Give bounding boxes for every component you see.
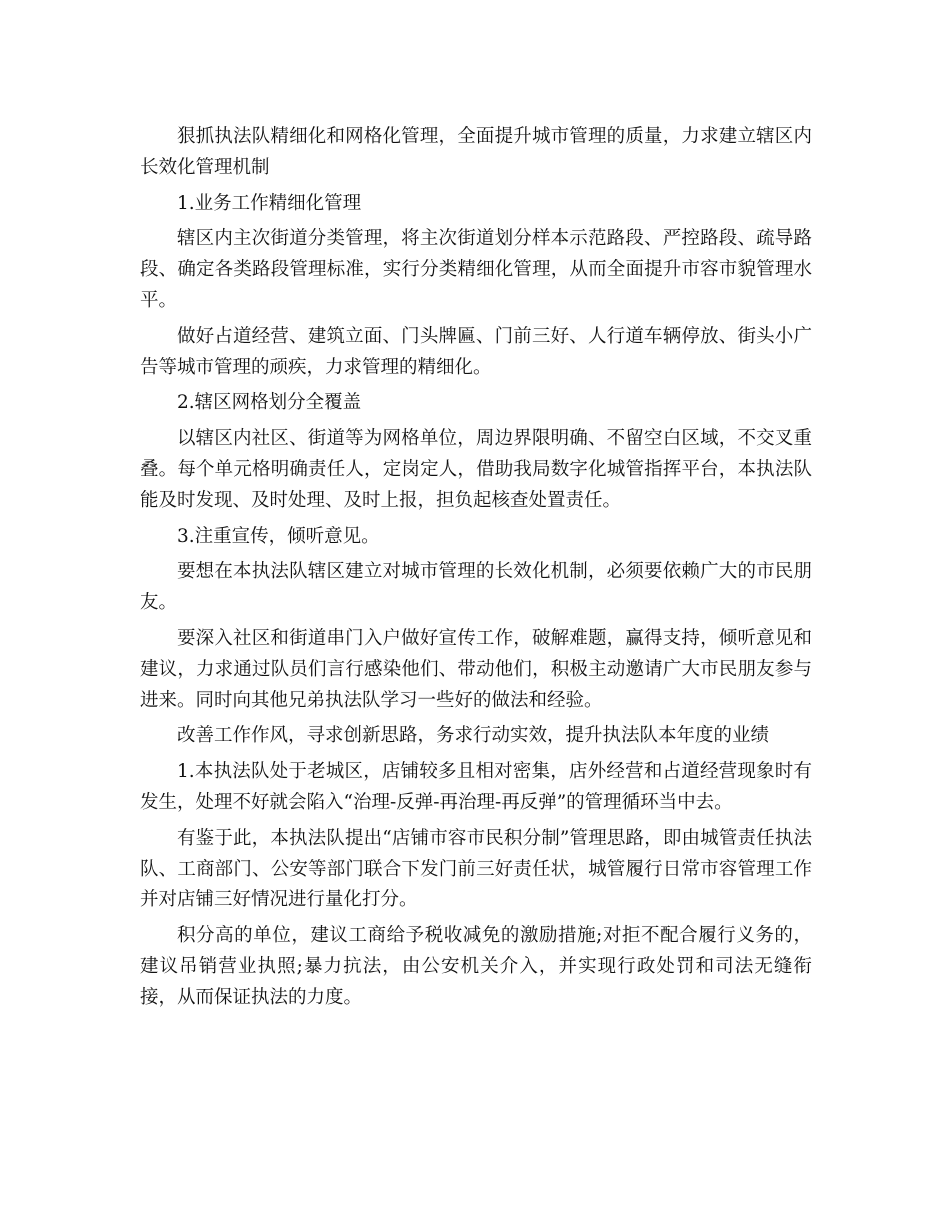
document-body xyxy=(140,122,812,1019)
body-paragraph: 有鉴于此，本执法队提出“店铺市容市民积分制”管理思路，即由城管责任执法队、工商部门、公安等部门联合下发门前三好责任状，城管履行日常市容管理工作并对店铺三好情况进行量化打分。 xyxy=(140,827,812,911)
body-paragraph: 以辖区内社区、街道等为网格单位，周边界限明确、不留空白区域，不交叉重叠。每个单元格明确责任人，定岗定人，借助我局数字化城管指挥平台，本执法队能及时发现、及时处理、及时上报，担负起核查处置责任。 xyxy=(140,428,812,511)
body-paragraph: 要深入社区和街道串门入户做好宣传工作，破解难题，赢得支持，倾听意见和建议，力求通过队员们言行感染他们、带动他们，积极主动邀请广大市民朋友参与进来。同时向其他兄弟执法队学习一些好的做法和经验。 xyxy=(140,627,812,711)
body-paragraph: 1.本执法队处于老城区，店铺较多且相对密集，店外经营和占道经营现象时有发生，处理不好就会陷入“治理-反弹-再治理-再反弹”的管理循环当中去。 xyxy=(140,761,812,813)
subheading-paragraph: 2.辖区网格划分全覆盖 xyxy=(177,392,362,414)
body-paragraph: 辖区内主次街道分类管理，将主次街道划分样本示范路段、严控路段、疏导路段、确定各类路段管理标准，实行分类精细化管理，从而全面提升市容市貌管理水平。 xyxy=(140,228,812,311)
subheading-paragraph: 3.注重宣传，倾听意见。 xyxy=(177,525,380,547)
subheading-paragraph: 1.业务工作精细化管理 xyxy=(177,192,362,214)
section-heading-paragraph: 狠抓执法队精细化和网格化管理，全面提升城市管理的质量，力求建立辖区内长效化管理机制 xyxy=(140,126,812,178)
section-heading-paragraph: 改善工作作风，寻求创新思路，务求行动实效，提升执法队本年度的业绩 xyxy=(177,725,770,747)
body-paragraph: 要想在本执法队辖区建立对城市管理的长效化机制，必须要依赖广大的市民朋友。 xyxy=(140,561,812,614)
body-paragraph: 积分高的单位，建议工商给予税收减免的激励措施;对拒不配合履行义务的，建议吊销营业执照;暴力抗法，由公安机关介入，并实现行政处罚和司法无缝衔接，从而保证执法的力度。 xyxy=(140,925,812,1008)
body-paragraph: 做好占道经营、建筑立面、门头牌匾、门前三好、人行道车辆停放、街头小广告等城市管理的顽疾，力求管理的精细化。 xyxy=(140,325,812,378)
